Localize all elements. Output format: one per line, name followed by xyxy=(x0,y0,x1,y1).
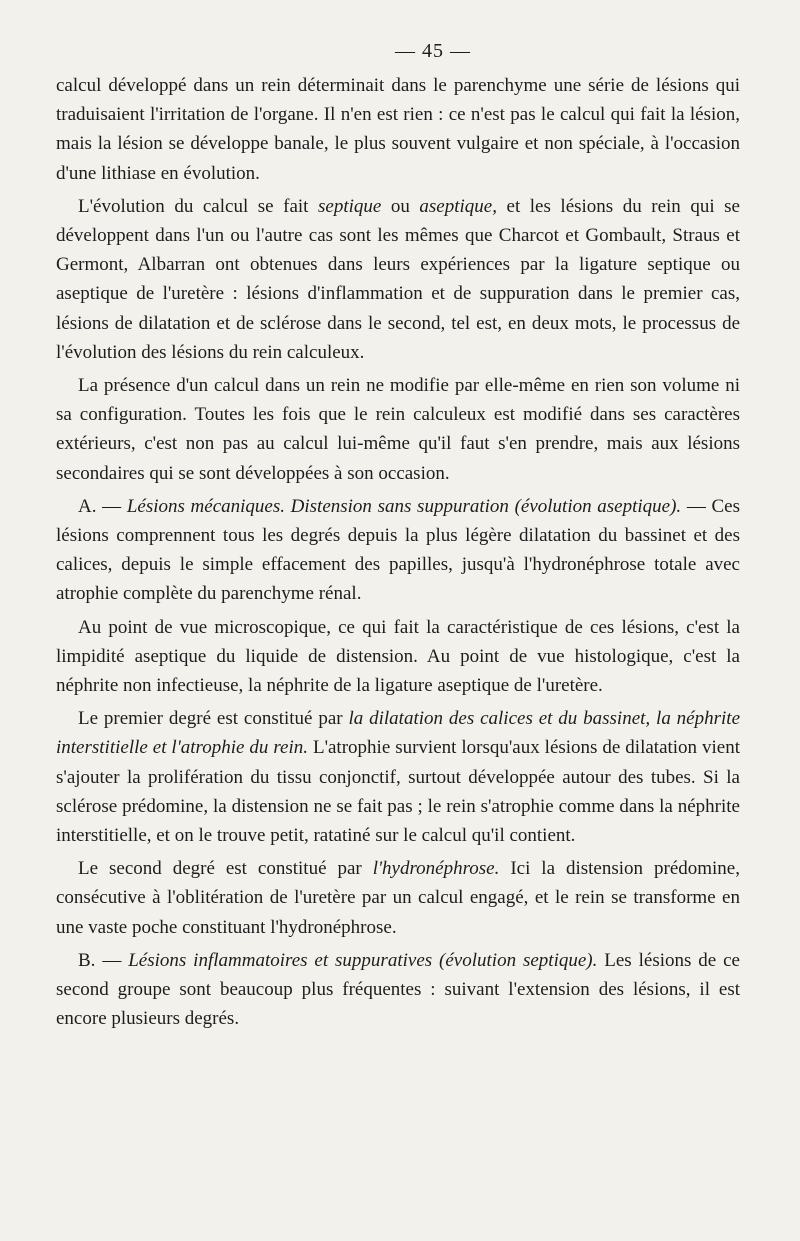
text-run: ou xyxy=(381,195,420,217)
paragraph-6 xyxy=(56,704,740,850)
page-number: — 45 — xyxy=(395,40,471,62)
text-run: B. — xyxy=(78,949,129,971)
paragraph-4 xyxy=(56,492,740,609)
italic-run: l'hydronéphrose. xyxy=(372,858,500,880)
text-run: — Ces lésions comprennent tous les degrés depuis la plus légère dilatation du bassinet et des calices, depuis le simple effacement des papilles, jusqu'à l'hydronéphrose totale avec atrophie complète du parenchyme rénal. xyxy=(56,495,740,605)
paragraph-text: calcul développé dans un rein déterminait dans le parenchyme une série de lésions qui traduisaient l'irritation de l'organe. Il n'en est rien : ce n'est pas le calcul qui fait la lésion, mais la lésion se développe banale, le plus souvent vulgaire et non spéciale, à l'occasion d'une lithiase en évolution. xyxy=(56,75,740,184)
text-run: Au point de vue microscopique, ce qui fait la caractéristique de ces lésions, c'est la limpidité aseptique du liquide de distension. Au point de vue histologique, c'est la néphrite non infectieuse, la néphrite de la ligature aseptique de l'uretère. xyxy=(56,616,740,697)
paragraph-8 xyxy=(56,946,740,1034)
text-run: Ici la distension prédomine, consécutive à l'oblitération de l'uretère par un calcul engagé, et le rein se transforme en une vaste poche constituant l'hydronéphrose. xyxy=(56,858,740,938)
paragraph-7 xyxy=(56,854,740,942)
italic-run: Lésions inflammatoires et suppuratives (évolution septique). xyxy=(128,949,598,971)
italic-run: Lésions mécaniques. Distension sans suppuration (évolution aseptique). xyxy=(126,495,682,517)
paragraph-2 xyxy=(56,192,740,367)
text-run: Les lésions de ce second groupe sont beaucoup plus fréquentes : suivant l'extension des lésions, il est encore plusieurs degrés. xyxy=(56,949,740,1030)
text-run: La présence d'un calcul dans un rein ne modifie par elle-même en rien son volume ni sa configuration. Toutes les fois que le rein calculeux est modifié dans ses caractères extérieurs, c'est non pas au calcul lui-même qu'il faut s'en prendre, mais aux lésions secondaires qui se sont développées à son occasion. xyxy=(56,375,740,484)
paragraph-5 xyxy=(56,613,740,701)
paragraph-1 xyxy=(56,71,740,188)
text-run: A. — xyxy=(78,495,127,517)
italic-run: aseptique, xyxy=(419,195,497,217)
text-run: L'atrophie survient lorsqu'aux lésions de dilatation vient s'ajouter la prolifération du tissu conjonctif, surtout développée autour des tubes. Si la sclérose prédomine, la distension ne se fait pas ; le rein s'atrophie comme dans la néphrite interstitielle, et on le trouve petit, ratatiné sur le calcul qu'il contient. xyxy=(56,737,740,847)
text-run: Le second degré est constitué par xyxy=(78,858,373,880)
italic-run: septique xyxy=(318,195,382,217)
text-run: et les lésions du rein qui se développent dans l'un ou l'autre cas sont les mêmes que Charcot et Gombault, Straus et Germont, Albarran ont obtenues dans leurs expériences par la ligature septique ou aseptique de l'uretère : lésions d'inflammation et de suppuration dans le premier cas, lésions de dilatation et de sclérose dans le second, tel est, en deux mots, le processus de l'évolution des lésions du rein calculeux. xyxy=(56,195,740,363)
italic-run: la dilatation des calices et du bassinet, la néphrite interstitielle et l'atrophie du rein. xyxy=(56,708,741,759)
text-run: L'évolution du calcul se fait xyxy=(78,195,318,217)
paragraph-3 xyxy=(56,371,740,488)
text-run: Le premier degré est constitué par xyxy=(78,708,349,730)
